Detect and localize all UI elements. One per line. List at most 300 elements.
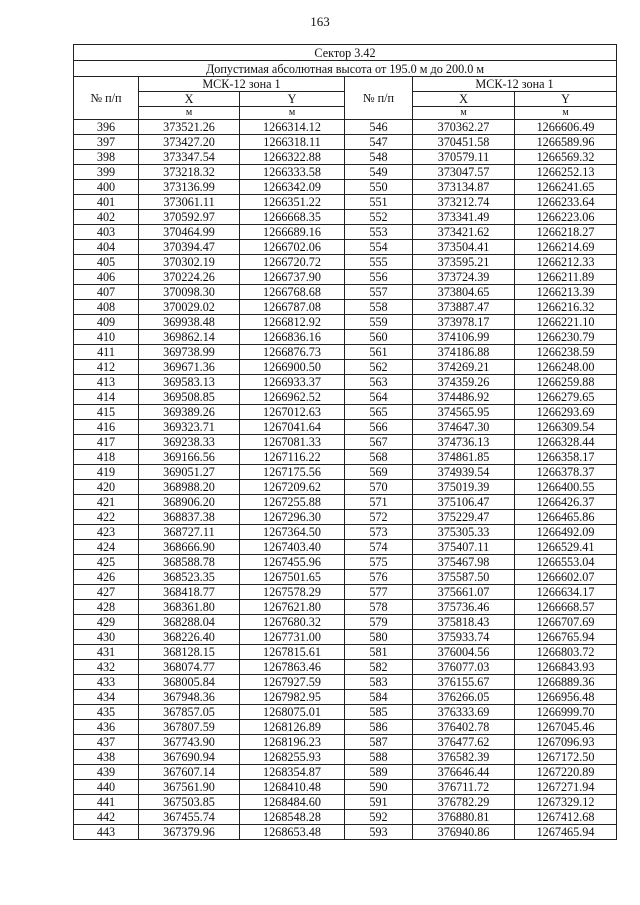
x-coordinate-left: 369671.36: [139, 360, 240, 375]
row-number-left: 422: [74, 510, 139, 525]
x-coordinate-left: 369938.48: [139, 315, 240, 330]
x-coordinate-right: 376402.78: [413, 720, 515, 735]
row-number-right: 568: [345, 450, 413, 465]
table-row: [74, 780, 617, 795]
y-coordinate-right: 1266843.93: [515, 660, 617, 675]
y-coordinate-right: 1267271.94: [515, 780, 617, 795]
y-column-header-right: Y: [515, 92, 617, 107]
row-number-right: 587: [345, 735, 413, 750]
x-coordinate-right: 376940.86: [413, 825, 515, 840]
y-coordinate-right: 1266426.37: [515, 495, 617, 510]
x-coordinate-right: 373421.62: [413, 225, 515, 240]
y-coordinate-left: 1267209.62: [240, 480, 345, 495]
table-row: [74, 255, 617, 270]
row-number-left: 430: [74, 630, 139, 645]
y-coordinate-right: 1266707.69: [515, 615, 617, 630]
table-row: [74, 810, 617, 825]
row-number-right: 556: [345, 270, 413, 285]
x-coordinate-left: 370464.99: [139, 225, 240, 240]
y-coordinate-left: 1266318.11: [240, 135, 345, 150]
y-coordinate-left: 1268075.01: [240, 705, 345, 720]
x-coordinate-right: 373804.65: [413, 285, 515, 300]
x-coordinate-right: 375106.47: [413, 495, 515, 510]
x-coordinate-right: 376646.44: [413, 765, 515, 780]
y-coordinate-left: 1266962.52: [240, 390, 345, 405]
table-row: [74, 360, 617, 375]
y-coordinate-right: 1266999.70: [515, 705, 617, 720]
row-number-left: 436: [74, 720, 139, 735]
x-coordinate-left: 368418.77: [139, 585, 240, 600]
table-row: [74, 390, 617, 405]
row-number-right: 580: [345, 630, 413, 645]
altitude-range: Допустимая абсолютная высота от 195.0 м до 200.0 м: [74, 61, 617, 77]
row-number-left: 438: [74, 750, 139, 765]
row-number-right: 551: [345, 195, 413, 210]
unit-label: м: [515, 107, 617, 120]
x-coordinate-right: 376880.81: [413, 810, 515, 825]
x-coordinate-right: 373047.57: [413, 165, 515, 180]
row-number-right: 561: [345, 345, 413, 360]
x-coordinate-right: 375736.46: [413, 600, 515, 615]
table-row: [74, 510, 617, 525]
table-row: [74, 525, 617, 540]
table-row: [74, 555, 617, 570]
y-coordinate-left: 1268255.93: [240, 750, 345, 765]
y-coordinate-right: 1266238.59: [515, 345, 617, 360]
row-number-right: 566: [345, 420, 413, 435]
y-coordinate-left: 1267012.63: [240, 405, 345, 420]
y-coordinate-right: 1266378.37: [515, 465, 617, 480]
row-number-right: 571: [345, 495, 413, 510]
table-row: [74, 240, 617, 255]
row-number-right: 579: [345, 615, 413, 630]
row-number-right: 578: [345, 600, 413, 615]
row-number-left: 417: [74, 435, 139, 450]
row-number-left: 435: [74, 705, 139, 720]
x-coordinate-right: 375019.39: [413, 480, 515, 495]
x-coordinate-right: 376477.62: [413, 735, 515, 750]
table-row: [74, 705, 617, 720]
row-number-left: 412: [74, 360, 139, 375]
x-coordinate-right: 375305.33: [413, 525, 515, 540]
y-coordinate-right: 1266492.09: [515, 525, 617, 540]
table-row: [74, 540, 617, 555]
x-coordinate-right: 376155.67: [413, 675, 515, 690]
y-coordinate-left: 1268126.89: [240, 720, 345, 735]
row-number-right: 558: [345, 300, 413, 315]
row-number-left: 408: [74, 300, 139, 315]
row-number-left: 443: [74, 825, 139, 840]
x-coordinate-left: 369862.14: [139, 330, 240, 345]
x-coordinate-right: 373504.41: [413, 240, 515, 255]
y-coordinate-right: 1266248.00: [515, 360, 617, 375]
x-coordinate-right: 370451.58: [413, 135, 515, 150]
table-row: [74, 630, 617, 645]
y-coordinate-left: 1266689.16: [240, 225, 345, 240]
row-number-header-right: № п/п: [345, 77, 413, 120]
row-number-left: 421: [74, 495, 139, 510]
table-row: [74, 645, 617, 660]
table-row: [74, 135, 617, 150]
row-number-right: 589: [345, 765, 413, 780]
row-number-left: 403: [74, 225, 139, 240]
y-coordinate-right: 1266553.04: [515, 555, 617, 570]
x-coordinate-left: 368666.90: [139, 540, 240, 555]
table-row: [74, 345, 617, 360]
y-coordinate-right: 1266465.86: [515, 510, 617, 525]
x-coordinate-right: 373887.47: [413, 300, 515, 315]
x-coordinate-left: 367379.96: [139, 825, 240, 840]
x-coordinate-right: 374565.95: [413, 405, 515, 420]
x-coordinate-left: 367561.90: [139, 780, 240, 795]
x-coordinate-left: 368128.15: [139, 645, 240, 660]
x-coordinate-left: 369583.13: [139, 375, 240, 390]
table-row: [74, 150, 617, 165]
row-number-right: 550: [345, 180, 413, 195]
y-coordinate-left: 1266768.68: [240, 285, 345, 300]
table-row: [74, 180, 617, 195]
y-coordinate-left: 1267863.46: [240, 660, 345, 675]
y-coordinate-left: 1266314.12: [240, 120, 345, 135]
x-coordinate-right: 373724.39: [413, 270, 515, 285]
row-number-left: 401: [74, 195, 139, 210]
table-row: [74, 720, 617, 735]
y-coordinate-right: 1266602.07: [515, 570, 617, 585]
x-coordinate-left: 368727.11: [139, 525, 240, 540]
row-number-right: 592: [345, 810, 413, 825]
y-coordinate-right: 1266668.57: [515, 600, 617, 615]
row-number-right: 548: [345, 150, 413, 165]
x-coordinate-left: 367503.85: [139, 795, 240, 810]
x-coordinate-left: 369051.27: [139, 465, 240, 480]
x-coordinate-left: 368074.77: [139, 660, 240, 675]
table-row: [74, 435, 617, 450]
x-coordinate-left: 370098.30: [139, 285, 240, 300]
table-row: [74, 375, 617, 390]
x-coordinate-right: 374106.99: [413, 330, 515, 345]
y-coordinate-left: 1268196.23: [240, 735, 345, 750]
y-coordinate-right: 1266233.64: [515, 195, 617, 210]
y-coordinate-left: 1266933.37: [240, 375, 345, 390]
sector-title: Сектор 3.42: [74, 45, 617, 61]
row-number-left: 400: [74, 180, 139, 195]
row-number-right: 581: [345, 645, 413, 660]
row-number-right: 573: [345, 525, 413, 540]
y-coordinate-right: 1266956.48: [515, 690, 617, 705]
row-number-right: 557: [345, 285, 413, 300]
x-coordinate-right: 375229.47: [413, 510, 515, 525]
y-coordinate-right: 1266252.13: [515, 165, 617, 180]
table-row: [74, 795, 617, 810]
x-coordinate-right: 370579.11: [413, 150, 515, 165]
table-row: [74, 600, 617, 615]
row-number-left: 433: [74, 675, 139, 690]
y-coordinate-left: 1267041.64: [240, 420, 345, 435]
row-number-left: 414: [74, 390, 139, 405]
y-coordinate-left: 1266900.50: [240, 360, 345, 375]
y-coordinate-right: 1266218.27: [515, 225, 617, 240]
x-coordinate-left: 373521.26: [139, 120, 240, 135]
row-number-left: 419: [74, 465, 139, 480]
table-row: [74, 495, 617, 510]
unit-label: м: [139, 107, 240, 120]
x-coordinate-right: 375407.11: [413, 540, 515, 555]
x-coordinate-left: 373347.54: [139, 150, 240, 165]
x-coordinate-right: 373341.49: [413, 210, 515, 225]
x-coordinate-left: 368906.20: [139, 495, 240, 510]
y-coordinate-left: 1266702.06: [240, 240, 345, 255]
page-number: 163: [310, 14, 330, 29]
row-number-left: 404: [74, 240, 139, 255]
x-coordinate-right: 376004.56: [413, 645, 515, 660]
y-coordinate-left: 1268410.48: [240, 780, 345, 795]
row-number-left: 439: [74, 765, 139, 780]
row-number-left: 410: [74, 330, 139, 345]
x-coordinate-right: 376582.39: [413, 750, 515, 765]
row-number-left: 429: [74, 615, 139, 630]
x-coordinate-left: 370592.97: [139, 210, 240, 225]
row-number-left: 437: [74, 735, 139, 750]
table-row: [74, 165, 617, 180]
table-row: [74, 675, 617, 690]
row-number-left: 442: [74, 810, 139, 825]
table-row: [74, 270, 617, 285]
x-coordinate-right: 373212.74: [413, 195, 515, 210]
table-row: [74, 195, 617, 210]
row-number-left: 397: [74, 135, 139, 150]
x-coordinate-right: 376266.05: [413, 690, 515, 705]
x-coordinate-left: 368005.84: [139, 675, 240, 690]
y-coordinate-left: 1267116.22: [240, 450, 345, 465]
y-coordinate-right: 1266634.17: [515, 585, 617, 600]
unit-label: м: [240, 107, 345, 120]
y-coordinate-left: 1267175.56: [240, 465, 345, 480]
row-number-left: 402: [74, 210, 139, 225]
table-row: [74, 765, 617, 780]
y-coordinate-left: 1268548.28: [240, 810, 345, 825]
y-coordinate-left: 1266787.08: [240, 300, 345, 315]
x-coordinate-left: 367807.59: [139, 720, 240, 735]
y-coordinate-right: 1267045.46: [515, 720, 617, 735]
y-coordinate-right: 1266211.89: [515, 270, 617, 285]
y-coordinate-right: 1266212.33: [515, 255, 617, 270]
row-number-right: 572: [345, 510, 413, 525]
x-coordinate-right: 376333.69: [413, 705, 515, 720]
row-number-left: 423: [74, 525, 139, 540]
y-coordinate-left: 1266322.88: [240, 150, 345, 165]
y-coordinate-right: 1266328.44: [515, 435, 617, 450]
row-number-left: 420: [74, 480, 139, 495]
row-number-left: 432: [74, 660, 139, 675]
x-coordinate-left: 368837.38: [139, 510, 240, 525]
row-number-left: 427: [74, 585, 139, 600]
table-row: [74, 405, 617, 420]
row-number-right: 549: [345, 165, 413, 180]
y-coordinate-left: 1266812.92: [240, 315, 345, 330]
table-row: [74, 420, 617, 435]
y-coordinate-right: 1266279.65: [515, 390, 617, 405]
row-number-right: 554: [345, 240, 413, 255]
y-coordinate-right: 1266589.96: [515, 135, 617, 150]
table-row: [74, 225, 617, 240]
x-coordinate-left: 370394.47: [139, 240, 240, 255]
x-coordinate-right: 374861.85: [413, 450, 515, 465]
table-row: [74, 570, 617, 585]
table-row: [74, 825, 617, 840]
table-body: [74, 120, 617, 840]
row-number-right: 547: [345, 135, 413, 150]
x-coordinate-left: 373427.20: [139, 135, 240, 150]
x-coordinate-left: 367690.94: [139, 750, 240, 765]
y-coordinate-right: 1266606.49: [515, 120, 617, 135]
x-coordinate-right: 375467.98: [413, 555, 515, 570]
row-number-left: 406: [74, 270, 139, 285]
row-number-right: 570: [345, 480, 413, 495]
x-coordinate-right: 374647.30: [413, 420, 515, 435]
table-row: [74, 210, 617, 225]
row-number-left: 399: [74, 165, 139, 180]
x-coordinate-right: 375661.07: [413, 585, 515, 600]
y-coordinate-right: 1266241.65: [515, 180, 617, 195]
row-number-left: 426: [74, 570, 139, 585]
table-row: [74, 585, 617, 600]
y-coordinate-right: 1266400.55: [515, 480, 617, 495]
x-coordinate-right: 370362.27: [413, 120, 515, 135]
y-coordinate-right: 1266259.88: [515, 375, 617, 390]
y-coordinate-right: 1266889.36: [515, 675, 617, 690]
x-coordinate-right: 376782.29: [413, 795, 515, 810]
table-row: [74, 735, 617, 750]
y-coordinate-left: 1266342.09: [240, 180, 345, 195]
row-number-header-left: № п/п: [74, 77, 139, 120]
row-number-left: 428: [74, 600, 139, 615]
y-coordinate-right: 1266569.32: [515, 150, 617, 165]
y-coordinate-left: 1267403.40: [240, 540, 345, 555]
x-coordinate-left: 368361.80: [139, 600, 240, 615]
y-coordinate-left: 1267255.88: [240, 495, 345, 510]
zone-header-left: МСК-12 зона 1: [139, 77, 345, 92]
y-coordinate-left: 1267501.65: [240, 570, 345, 585]
x-coordinate-right: 374736.13: [413, 435, 515, 450]
x-coordinate-right: 375933.74: [413, 630, 515, 645]
row-number-right: 569: [345, 465, 413, 480]
y-coordinate-left: 1267364.50: [240, 525, 345, 540]
table-row: [74, 690, 617, 705]
y-coordinate-left: 1267455.96: [240, 555, 345, 570]
row-number-right: 555: [345, 255, 413, 270]
x-coordinate-left: 370302.19: [139, 255, 240, 270]
row-number-left: 405: [74, 255, 139, 270]
x-coordinate-right: 375818.43: [413, 615, 515, 630]
x-coordinate-left: 369738.99: [139, 345, 240, 360]
row-number-right: 576: [345, 570, 413, 585]
y-coordinate-left: 1266836.16: [240, 330, 345, 345]
y-column-header-left: Y: [240, 92, 345, 107]
y-coordinate-right: 1266223.06: [515, 210, 617, 225]
table-row: [74, 330, 617, 345]
y-coordinate-left: 1267081.33: [240, 435, 345, 450]
row-number-right: 564: [345, 390, 413, 405]
row-number-right: 546: [345, 120, 413, 135]
x-coordinate-left: 369238.33: [139, 435, 240, 450]
x-coordinate-left: 368226.40: [139, 630, 240, 645]
x-coordinate-right: 376077.03: [413, 660, 515, 675]
y-coordinate-left: 1266333.58: [240, 165, 345, 180]
x-coordinate-right: 374186.88: [413, 345, 515, 360]
x-coordinate-right: 374939.54: [413, 465, 515, 480]
x-coordinate-right: 373134.87: [413, 180, 515, 195]
row-number-left: 415: [74, 405, 139, 420]
y-coordinate-right: 1266293.69: [515, 405, 617, 420]
row-number-left: 416: [74, 420, 139, 435]
row-number-left: 441: [74, 795, 139, 810]
x-coordinate-right: 374359.26: [413, 375, 515, 390]
y-coordinate-left: 1267815.61: [240, 645, 345, 660]
row-number-left: 418: [74, 450, 139, 465]
x-coordinate-left: 367607.14: [139, 765, 240, 780]
row-number-right: 553: [345, 225, 413, 240]
unit-label: м: [413, 107, 515, 120]
x-coordinate-left: 367743.90: [139, 735, 240, 750]
y-coordinate-left: 1267982.95: [240, 690, 345, 705]
row-number-right: 552: [345, 210, 413, 225]
y-coordinate-left: 1267927.59: [240, 675, 345, 690]
x-coordinate-left: 368988.20: [139, 480, 240, 495]
x-coordinate-left: 373218.32: [139, 165, 240, 180]
row-number-left: 431: [74, 645, 139, 660]
row-number-right: 567: [345, 435, 413, 450]
y-coordinate-right: 1266309.54: [515, 420, 617, 435]
x-coordinate-left: 373136.99: [139, 180, 240, 195]
row-number-left: 398: [74, 150, 139, 165]
row-number-right: 577: [345, 585, 413, 600]
y-coordinate-left: 1267296.30: [240, 510, 345, 525]
x-coordinate-right: 373978.17: [413, 315, 515, 330]
table-row: [74, 315, 617, 330]
row-number-right: 565: [345, 405, 413, 420]
y-coordinate-right: 1266529.41: [515, 540, 617, 555]
y-coordinate-left: 1266720.72: [240, 255, 345, 270]
row-number-right: 585: [345, 705, 413, 720]
row-number-right: 559: [345, 315, 413, 330]
row-number-left: 434: [74, 690, 139, 705]
y-coordinate-right: 1266213.39: [515, 285, 617, 300]
row-number-right: 590: [345, 780, 413, 795]
row-number-right: 582: [345, 660, 413, 675]
row-number-left: 425: [74, 555, 139, 570]
x-column-header-right: X: [413, 92, 515, 107]
y-coordinate-right: 1266221.10: [515, 315, 617, 330]
x-coordinate-left: 367857.05: [139, 705, 240, 720]
y-coordinate-right: 1266216.32: [515, 300, 617, 315]
table-row: [74, 300, 617, 315]
row-number-right: 575: [345, 555, 413, 570]
x-coordinate-right: 373595.21: [413, 255, 515, 270]
y-coordinate-left: 1267680.32: [240, 615, 345, 630]
x-coordinate-right: 375587.50: [413, 570, 515, 585]
row-number-left: 413: [74, 375, 139, 390]
row-number-right: 588: [345, 750, 413, 765]
y-coordinate-right: 1267465.94: [515, 825, 617, 840]
x-column-header-left: X: [139, 92, 240, 107]
x-coordinate-left: 368588.78: [139, 555, 240, 570]
y-coordinate-right: 1267220.89: [515, 765, 617, 780]
y-coordinate-left: 1266668.35: [240, 210, 345, 225]
row-number-right: 593: [345, 825, 413, 840]
row-number-left: 411: [74, 345, 139, 360]
y-coordinate-left: 1268653.48: [240, 825, 345, 840]
row-number-left: 424: [74, 540, 139, 555]
